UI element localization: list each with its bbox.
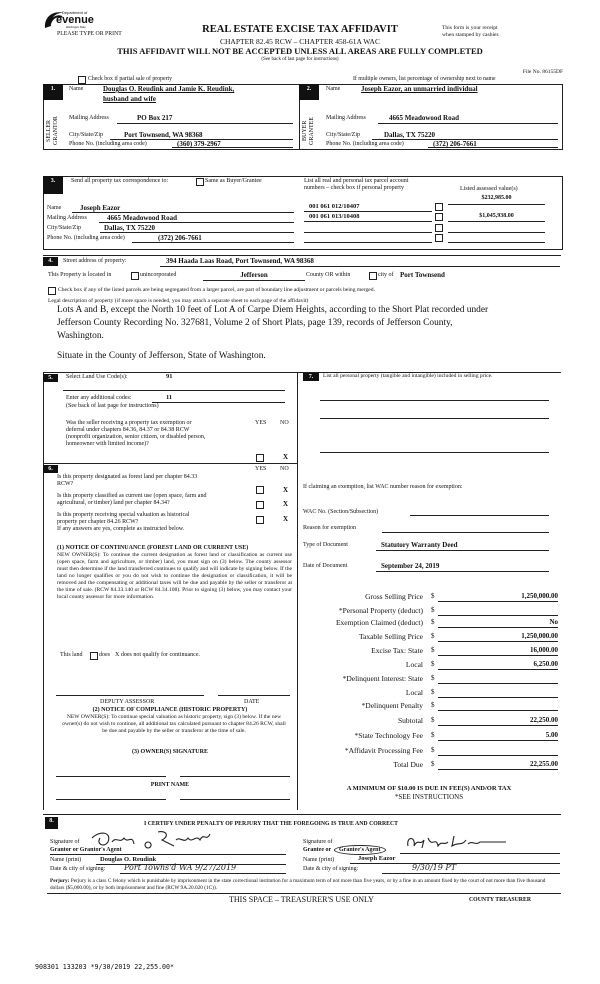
historic-yes-checkbox[interactable] xyxy=(256,516,264,524)
amount-field[interactable] xyxy=(438,701,558,711)
wac-number-field[interactable] xyxy=(410,515,549,516)
parcel-header-2: numbers – check box if personal property xyxy=(304,185,404,191)
assessor-date-line[interactable] xyxy=(218,695,290,696)
form-title: REAL ESTATE EXCISE TAX AFFIDAVIT xyxy=(202,24,398,35)
exemption-question-2: deferral under chapters 84.36, 84.37 or 84.38 RCW xyxy=(66,427,190,433)
grantee-name-label: Name (print) xyxy=(303,857,335,863)
amount-label: *Personal Property (deduct) xyxy=(338,606,423,615)
section-5-number: 5. xyxy=(43,374,58,382)
grantor-date-city-label: Date & city of signing: xyxy=(50,866,106,872)
receipt-note: This form is your receipt xyxy=(442,25,498,31)
chapter-subtitle: CHAPTER 82.45 RCW – CHAPTER 458-61A WAC xyxy=(220,37,380,46)
grantee-date-city-label: Date & city of signing: xyxy=(303,866,359,872)
grantor-signature-label: Signature of xyxy=(50,839,80,845)
buyer-grantee-label: BUYER GRANTEE xyxy=(302,117,315,145)
additional-codes-label: Enter any additional codes: xyxy=(66,395,132,401)
personal-property-line-2[interactable] xyxy=(320,418,549,419)
grantor-agent-label: Grantor or Grantor's Agent xyxy=(50,847,122,853)
amount-label: Local xyxy=(405,660,423,669)
tax-mailing-label: Mailing Address xyxy=(47,215,87,221)
assessed-value-2[interactable]: $1,045,938.00 xyxy=(479,213,514,219)
owner-signature-line[interactable] xyxy=(56,776,166,777)
amount-label: *Affidavit Processing Fee xyxy=(344,746,423,755)
seller-city-field[interactable]: Port Townsend, WA 98368 xyxy=(124,131,203,139)
seller-grantor-label: SELLER GRANTOR xyxy=(46,116,59,146)
deputy-assessor-signature-line[interactable] xyxy=(56,695,204,696)
tax-mailing-field[interactable]: 4665 Meadowood Road xyxy=(107,214,178,222)
grantee-signature-label: Signature of xyxy=(303,839,333,845)
unincorporated-label: unincorporated xyxy=(140,272,177,278)
amount-field[interactable]: 22,250.00 xyxy=(438,716,558,726)
exemption-reason-field[interactable] xyxy=(382,532,549,533)
claiming-exemption-label: If claiming an exemption, list WAC number reason for exemption: xyxy=(303,484,463,490)
exemption-question-3: (nonprofit organization, senior citizen, or disabled person, xyxy=(66,434,206,440)
forest-land-question-2: RCW? xyxy=(57,481,74,487)
multiple-owners-note: If multiple owners, list percentage of ownership next to name xyxy=(353,76,496,82)
amount-label: Exemption Claimed (deduct) xyxy=(335,618,423,627)
legal-description-label: Legal description of property (if more space is needed, you may attach a separate sheet to each page of the affidavit) xyxy=(48,298,309,304)
notice-continuance-title: (1) NOTICE OF CONTINUANCE (FOREST LAND OR CURRENT USE) xyxy=(57,545,249,551)
tax-city-field[interactable]: Dallas, TX 75220 xyxy=(104,224,156,232)
city-checkbox[interactable] xyxy=(369,272,377,280)
buyer-phone-field[interactable]: (372) 206-7661 xyxy=(433,140,477,148)
personal-property-line-1[interactable] xyxy=(320,400,549,401)
exemption-question-4: homeowner with limited income)? xyxy=(66,441,149,447)
currency-symbol: $ xyxy=(431,674,435,682)
seller-city-label: City/State/Zip xyxy=(69,132,103,138)
currency-symbol: $ xyxy=(431,731,435,739)
yes-header-6: YES xyxy=(255,466,267,472)
seller-name-field[interactable]: Douglas O. Reudink and Jamie K. Reudink, xyxy=(103,85,235,93)
currency-symbol: $ xyxy=(431,760,435,768)
amount-field[interactable]: 6,250.00 xyxy=(438,660,558,670)
county-treasurer-label: COUNTY TREASURER xyxy=(469,897,532,903)
currency-symbol: $ xyxy=(431,618,435,626)
partial-sale-label: Check box if partial sale of property xyxy=(88,76,173,82)
no-header-6: NO xyxy=(280,466,289,472)
amount-field[interactable] xyxy=(438,746,558,756)
street-address-field[interactable]: 394 Haada Laas Road, Port Townsend, WA 98368 xyxy=(166,257,314,265)
segregated-checkbox[interactable] xyxy=(48,287,56,295)
owner-signature-label: (3) OWNER(S) SIGNATURE xyxy=(132,749,208,755)
grantor-name-label: Name (print) xyxy=(50,857,82,863)
buyer-name-field[interactable]: Joseph Eazor, an unmarried individual xyxy=(361,85,478,93)
amount-label: Excise Tax: State xyxy=(371,646,423,655)
grantor-name-field[interactable]: Douglas O. Reudink xyxy=(100,856,157,863)
print-name-line[interactable] xyxy=(56,799,166,800)
tax-name-label: Name xyxy=(47,205,62,211)
document-date-label: Date of Document xyxy=(303,563,348,569)
section-6-number: 6. xyxy=(43,465,58,473)
no-header: NO xyxy=(280,420,289,426)
legal-description-line-3[interactable]: Washington. xyxy=(57,331,104,341)
amount-field[interactable] xyxy=(438,688,558,698)
if-yes-instruction: If any answers are yes, complete as instructed below. xyxy=(57,526,185,532)
notice-compliance-text: NEW OWNER(S): To continue special valuation as historic property, sign (3) below. If the new owner(s) do not wish to continue, all additional tax calculated pursuant to chapter 84.26 RCW, shall be due and payable by the seller or transferor at the time of sale. xyxy=(62,714,286,734)
amount-label: *Delinquent Penalty xyxy=(361,701,423,710)
city-of-label: city of xyxy=(378,272,394,278)
seller-phone-field[interactable]: (360) 379-2967 xyxy=(177,140,221,148)
amount-field[interactable] xyxy=(438,674,558,684)
deputy-assessor-label: DEPUTY ASSESSOR xyxy=(100,699,155,705)
same-as-buyer-label: Same as Buyer/Grantee xyxy=(205,178,262,184)
buyer-name-label: Name xyxy=(326,86,341,92)
tax-phone-label: Phone No. (including area code) xyxy=(47,235,125,241)
print-name-label: PRINT NAME xyxy=(150,782,190,788)
amount-field[interactable] xyxy=(438,606,558,616)
amount-label: Gross Selling Price xyxy=(365,592,423,601)
forest-land-question: Is this property designated as forest land per chapter 84.33 xyxy=(57,474,198,480)
does-label: does xyxy=(99,652,110,658)
exemption-question-1: Was the seller receiving a property tax exemption or xyxy=(66,420,192,426)
tax-city-label: City/State/Zip xyxy=(47,225,81,231)
owner-signature-line-2[interactable] xyxy=(180,776,290,777)
see-instructions-note: *SEE INSTRUCTIONS xyxy=(394,793,464,801)
personal-property-checkbox-3[interactable] xyxy=(435,224,443,232)
this-land-label: This land xyxy=(60,652,83,658)
seller-phone-label: Phone No. (including area code) xyxy=(69,141,147,147)
perjury-text: Perjury is a class C felony which is punishable by imprisonment in the state correctional institution for a maximum term of not more than five years, or by a fine in an amount fixed by the court of not more than five thousand dollars ($5,000.00), or by both imprisonment and fine (RCW 9A.20.020 (1C)). xyxy=(50,878,546,891)
exemption-no-mark[interactable]: X xyxy=(283,453,289,461)
currency-symbol: $ xyxy=(431,716,435,724)
buyer-city-field[interactable]: Dallas, TX 75220 xyxy=(384,131,436,139)
amount-label: *Delinquent Interest: State xyxy=(342,674,423,683)
perjury-warning xyxy=(50,878,558,892)
personal-property-line-3[interactable] xyxy=(320,452,549,453)
exemption-reason-label: Reason for exemption xyxy=(303,525,356,531)
revenue-logo: Department of evenue Washington State xyxy=(42,8,102,32)
please-type-note: PLEASE TYPE OR PRINT xyxy=(57,31,122,37)
personal-property-label: List all personal property (tangible and intangible) included in selling price. xyxy=(323,373,493,379)
grantor-date-city-field[interactable]: Port Towns'd WA 9/27/2019 xyxy=(124,863,237,872)
treasurer-use-only: THIS SPACE – TREASURER'S USE ONLY xyxy=(229,895,374,904)
tax-phone-field[interactable]: (372) 206-7661 xyxy=(158,234,202,242)
tax-name-field[interactable]: Joseph Eazor xyxy=(80,204,121,212)
document-type-field[interactable]: Statutory Warranty Deed xyxy=(381,541,458,549)
assessed-value-header: Listed assessed value(s) xyxy=(460,186,518,192)
buyer-phone-label: Phone No. (including area code) xyxy=(326,141,404,147)
certify-statement: I CERTIFY UNDER PENALTY OF PERJURY THAT THE FOREGOING IS TRUE AND CORRECT xyxy=(144,821,399,827)
completion-warning: THIS AFFIDAVIT WILL NOT BE ACCEPTED UNLESS ALL AREAS ARE FULLY COMPLETED xyxy=(117,46,483,56)
currency-symbol: $ xyxy=(431,701,435,709)
grantee-name-field[interactable]: Joseph Eazor xyxy=(358,855,396,862)
notice-compliance-title: (2) NOTICE OF COMPLIANCE (HISTORIC PROPERTY) xyxy=(92,707,248,713)
located-in-label: This Property is located in xyxy=(48,272,112,278)
file-number: File No. 86155DF xyxy=(522,69,563,75)
county-or-label: County OR within xyxy=(306,272,351,278)
seller-name-label: Name xyxy=(69,86,84,92)
receipt-note-2: when stamped by cashier. xyxy=(442,32,500,38)
amount-field[interactable]: 5.00 xyxy=(438,731,558,741)
personal-property-checkbox-1[interactable] xyxy=(435,203,443,211)
section-7-number: 7. xyxy=(303,373,319,381)
yes-header: YES xyxy=(255,420,267,426)
grantee-signature[interactable] xyxy=(402,832,512,852)
currency-symbol: $ xyxy=(431,746,435,754)
amount-field[interactable]: 16,000.00 xyxy=(438,646,558,656)
amount-label: Taxable Selling Price xyxy=(358,632,423,641)
buyer-mailing-label: Mailing Address xyxy=(326,115,366,121)
see-back-instructions: (See back of last page for instructions) xyxy=(66,403,159,409)
segregated-label: Check box if any of the listed parcels are being segregated from a larger parcel, are part of boundary line adjustment or parcels being merged. xyxy=(58,287,375,293)
section-8-number: 8. xyxy=(45,817,58,829)
currency-symbol: $ xyxy=(431,632,435,640)
section-3-number: 3. xyxy=(43,176,63,194)
parcel-number-1[interactable]: 001 061 012/10407 xyxy=(309,203,360,210)
historic-no-mark[interactable]: X xyxy=(283,515,289,523)
print-name-line-2[interactable] xyxy=(180,799,290,800)
currency-symbol: $ xyxy=(431,660,435,668)
currency-symbol: $ xyxy=(431,646,435,654)
amount-label: Local xyxy=(405,688,423,697)
does-qualify-checkbox[interactable] xyxy=(90,652,98,660)
current-use-question-2: agricultural, or timber) land per chapter 84.34? xyxy=(57,500,170,506)
seller-mailing-field[interactable]: PO Box 217 xyxy=(137,114,173,122)
parcel-header: List all real and personal tax parcel account xyxy=(304,178,409,184)
amount-field[interactable]: 1,250,000.00 xyxy=(438,632,558,642)
personal-property-checkbox-4[interactable] xyxy=(435,234,443,242)
wac-number-label: WAC No. (Section/Subsection) xyxy=(303,509,379,515)
minimum-fee-notice: A MINIMUM OF $10.00 IS DUE IN FEE(S) AND/OR TAX xyxy=(346,785,512,792)
same-as-buyer-checkbox[interactable] xyxy=(196,178,204,186)
section-4-number: 4. xyxy=(43,257,58,266)
partial-sale-checkbox[interactable] xyxy=(78,76,86,84)
does-not-qualify-label: X does not qualify for continuance. xyxy=(115,652,200,658)
forest-land-yes-checkbox[interactable] xyxy=(256,486,264,494)
county-field[interactable]: Jefferson xyxy=(240,271,268,279)
currency-symbol: $ xyxy=(431,688,435,696)
assessed-value-1[interactable]: $232,985.00 xyxy=(481,195,512,201)
seller-name-field-2[interactable]: husband and wife xyxy=(103,95,156,103)
notice-continuance-text: NEW OWNER(S): To continue the current designation as forest land or classification as current use (open space, farm and agriculture, or timber) land, you must sign on (3) below. The county assessor must then determine if the land transferred continues to qualify and will indicate by signing below. If the land no longer qualifies or you do not wish to continue the designation or classification, it will be removed and the compensating or additional taxes will be due and payable by the seller or transferor at the time of sale. (RCW 84.33.140 or RCW 84.34.108). Prior to signing (3) below, you may contact your local county assessor for more information. xyxy=(57,552,292,600)
amount-label: Subtotal xyxy=(397,716,423,725)
date-label: DATE xyxy=(244,699,260,705)
currency-symbol: $ xyxy=(431,592,435,600)
section-1-number: 1. xyxy=(43,84,63,100)
buyer-mailing-field[interactable]: 4665 Meadowood Road xyxy=(389,114,460,122)
personal-property-checkbox-2[interactable] xyxy=(435,213,443,221)
seller-mailing-label: Mailing Address xyxy=(69,115,109,121)
grantees-agent-circled: Grantee's Agent xyxy=(334,845,386,855)
unincorporated-checkbox[interactable] xyxy=(131,272,139,280)
document-type-label: Type of Document xyxy=(303,542,348,548)
land-use-field[interactable]: 91 xyxy=(166,373,173,380)
section-2-number: 2. xyxy=(299,84,319,100)
currency-symbol: $ xyxy=(431,606,435,614)
amount-field[interactable]: 22,255.00 xyxy=(438,760,558,770)
amount-field[interactable]: No xyxy=(438,618,558,628)
amount-label: *State Technology Fee xyxy=(354,731,423,740)
historic-question: Is this property receiving special valuation as historical xyxy=(57,512,190,518)
forest-land-no-mark[interactable]: X xyxy=(283,486,289,494)
additional-codes-field[interactable]: 11 xyxy=(166,394,173,401)
see-back-note: (See back of last page for instructions) xyxy=(261,57,339,62)
amount-label: Total Due xyxy=(393,760,423,769)
legal-description-line-2[interactable]: Jefferson County Recording No. 327681, Volume 2 of Short Plats, page 139, records of Jefferson County, xyxy=(57,318,453,328)
cashier-stamp: 908301 133203 *9/30/2019 22,255.00* xyxy=(35,963,174,971)
parcel-number-2[interactable]: 001 061 013/10408 xyxy=(309,213,360,220)
historic-question-2: property per chapter 84.26 RCW? xyxy=(57,519,139,525)
current-use-no-mark[interactable]: X xyxy=(283,500,289,508)
buyer-city-label: City/State/Zip xyxy=(326,132,360,138)
street-address-label: Street address of property: xyxy=(63,258,127,264)
land-use-label: Select Land Use Code(s): xyxy=(66,374,128,380)
perjury-label: Perjury: xyxy=(50,878,70,884)
city-field[interactable]: Port Townsend xyxy=(400,271,445,279)
grantee-label: Grantee or xyxy=(303,847,332,853)
current-use-question: Is this property classified as current use (open space, farm and xyxy=(57,493,207,499)
exemption-yes-checkbox[interactable] xyxy=(256,454,264,462)
send-correspondence-label: Send all property tax correspondence to: xyxy=(71,178,169,184)
amount-field[interactable]: 1,250,000.00 xyxy=(438,592,558,602)
legal-description-line-1[interactable]: Lots A and B, except the North 10 feet of Lot A of Carpe Diem Heights, according to the Short Plat recorded under xyxy=(57,305,489,315)
situate-statement: Situate in the County of Jefferson, State of Washington. xyxy=(57,351,266,361)
current-use-yes-checkbox[interactable] xyxy=(256,501,264,509)
grantee-date-city-field[interactable]: 9/30/19 PT xyxy=(412,863,457,872)
document-date-field[interactable]: September 24, 2019 xyxy=(381,562,440,570)
